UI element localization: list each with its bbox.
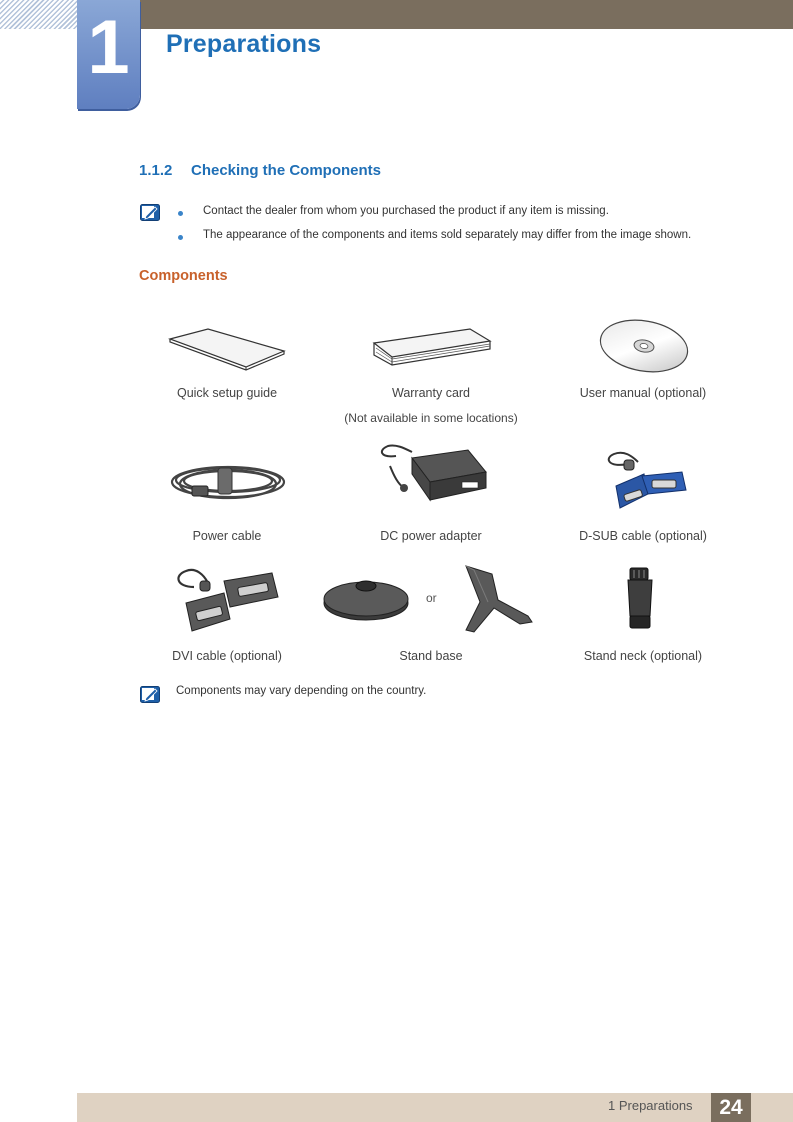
section-number: 1.1.2 (139, 162, 173, 179)
dsub-cable-icon (598, 450, 690, 514)
component-label: Power cable (192, 529, 262, 543)
stand-neck-icon (622, 566, 658, 632)
chapter-number: 1 (87, 5, 130, 90)
section-heading (139, 162, 381, 179)
section-title: Checking the Components (191, 162, 382, 179)
page-number: 24 (711, 1093, 751, 1122)
stand-base-icon (322, 573, 410, 623)
component-label: D-SUB cable (optional) (579, 529, 707, 543)
or-label: or (426, 591, 437, 605)
component-label: DC power adapter (380, 529, 482, 543)
cd-icon (598, 318, 690, 374)
chapter-title: Preparations (166, 30, 322, 58)
component-label: Warranty card (391, 386, 471, 400)
bottom-note: Components may vary depending on the country. (176, 685, 427, 697)
bullet-icon (178, 211, 183, 216)
component-sublabel: (Not available in some locations) (344, 411, 518, 425)
component-label: DVI cable (optional) (172, 649, 282, 663)
header-hatch-decoration (0, 0, 77, 29)
component-label: Stand neck (optional) (583, 649, 703, 663)
power-adapter-icon (376, 442, 490, 506)
stand-base-alt-icon (462, 562, 534, 636)
chapter-tab (77, 0, 140, 109)
note-text: Contact the dealer from whom you purchased the product if any item is missing. (203, 205, 609, 217)
bullet-icon (178, 235, 183, 240)
component-label: Quick setup guide (176, 386, 278, 400)
component-label: Stand base (399, 649, 463, 663)
booklet-icon (166, 325, 288, 371)
note-pencil-icon (140, 686, 160, 703)
dvi-cable-icon (172, 565, 282, 635)
components-heading: Components (139, 268, 228, 284)
note-pencil-icon (140, 204, 160, 221)
note-text: The appearance of the components and items sold separately may differ from the image shown. (203, 229, 692, 241)
component-label: User manual (optional) (579, 386, 707, 400)
power-cable-icon (166, 458, 290, 504)
footer-section-label: 1 Preparations (608, 1098, 693, 1113)
card-icon (370, 325, 494, 367)
header-bar (77, 0, 793, 29)
